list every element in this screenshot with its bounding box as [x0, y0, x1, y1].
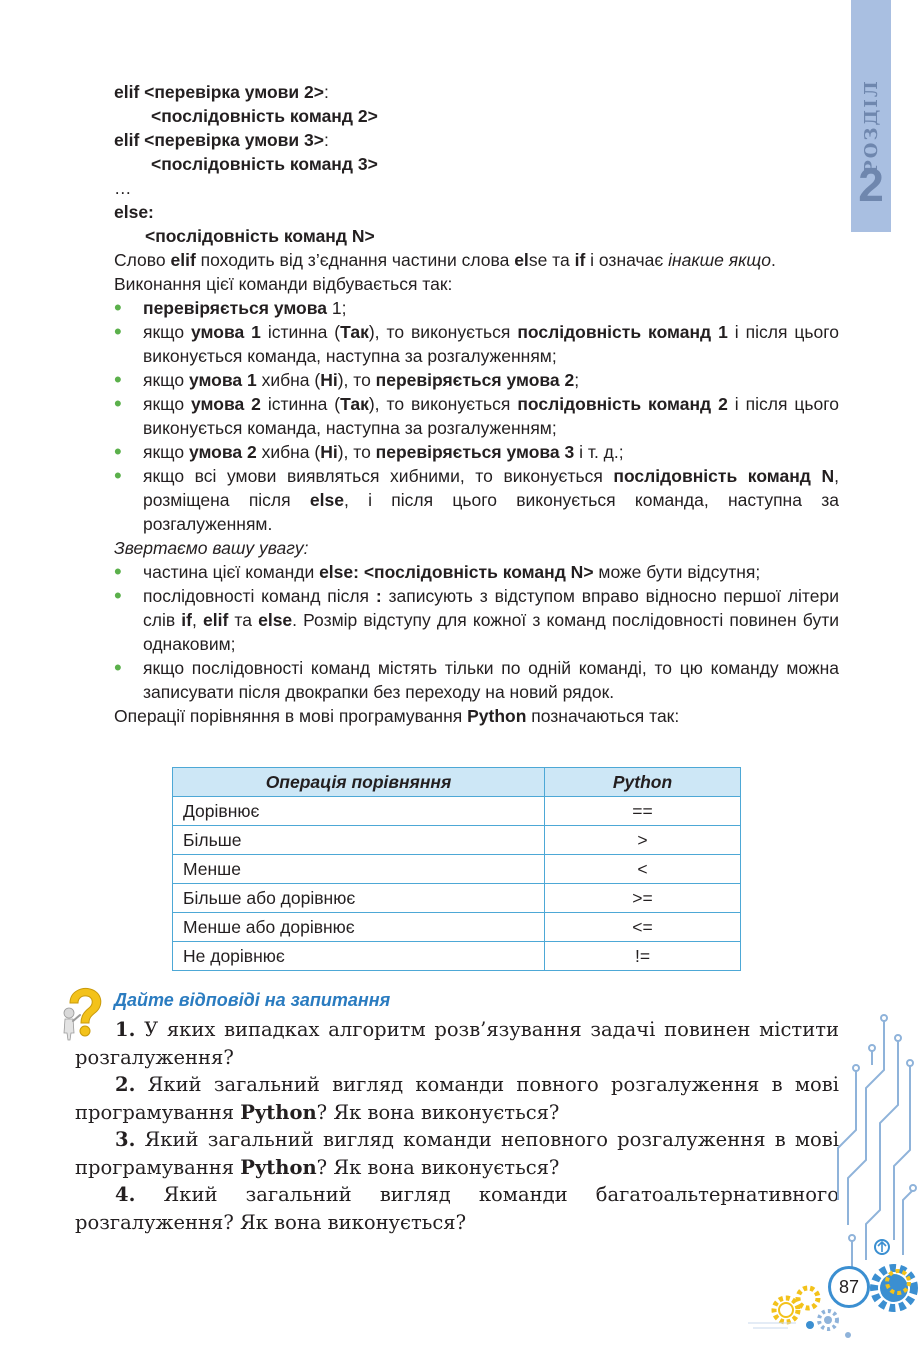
question-item: 1. У яких випадках алгоритм розв’язування задачі повинен містити розгалуження?	[75, 1018, 839, 1069]
code-line: …	[114, 178, 132, 198]
ops-intro: Операції порівняння в мові програмування Python позначаються так:	[114, 706, 680, 726]
column-header: Операція порівняння	[173, 768, 545, 797]
table-row	[173, 942, 741, 971]
gear-icon	[798, 1288, 818, 1308]
table-cell: Менше або дорівнює	[173, 913, 545, 942]
questions-block	[75, 1016, 839, 1236]
page-number: 87	[828, 1266, 870, 1308]
questions-title: Дайте відповіді на запитання	[114, 990, 391, 1010]
list-item: • послідовності команд після : записують з відступом вправо відносно першої літери слів if, elif та else. Розмір відступу для кожної з команд послідовності повинен бути однаковим;	[114, 584, 839, 656]
code-line: <послідовність команд 3>	[151, 154, 378, 174]
question-item: 4. Який загальний вигляд команди багатоальтернативного розгалуження? Як вона виконується?	[75, 1183, 839, 1234]
table-cell: Не дорівнює	[173, 942, 545, 971]
table-header-row	[173, 768, 741, 797]
table-row	[173, 884, 741, 913]
table-row	[173, 913, 741, 942]
list-item: • якщо умова 2 хибна (Ні), то перевіряється умова 3 і т. д.;	[114, 440, 839, 464]
main-text	[114, 80, 839, 728]
table-cell: >=	[545, 884, 741, 913]
gear-icon	[774, 1298, 798, 1322]
elif-origin-paragraph: Слово elif походить від з’єднання частини слова else та if і означає інакше якщо.	[114, 250, 776, 270]
attention-heading: Звертаємо вашу увагу:	[114, 538, 309, 558]
table-cell: >	[545, 826, 741, 855]
list-item: • якщо всі умови виявляться хибними, то виконується послідовність команд N, розміщена після else, і після цього виконується команда, наступна за розгалуженням.	[114, 464, 839, 536]
comparison-table	[172, 767, 741, 971]
section-tab	[851, 0, 891, 232]
table-row	[173, 797, 741, 826]
code-line: <послідовність команд N>	[145, 226, 375, 246]
code-line: elif <перевірка умови 3>:	[114, 130, 329, 150]
list-item: • перевіряється умова 1;	[114, 296, 839, 320]
table-cell: <=	[545, 913, 741, 942]
execution-steps-list	[114, 296, 839, 536]
list-item: • якщо послідовності команд містять тільки по одній команді, то цю команду можна записувати після двокрапки без переходу на новий рядок.	[114, 656, 839, 704]
gear-icon	[819, 1311, 837, 1329]
table-cell: <	[545, 855, 741, 884]
table-row	[173, 826, 741, 855]
table-cell: Дорівнює	[173, 797, 545, 826]
question-item: 2. Який загальний вигляд команди повного розгалуження в мові програмування Python? Як вона виконується?	[75, 1073, 839, 1124]
table-cell: Більше	[173, 826, 545, 855]
code-line: elif <перевірка умови 2>:	[114, 82, 329, 102]
exec-intro: Виконання цієї команди відбувається так:	[114, 274, 453, 294]
table-cell: Менше	[173, 855, 545, 884]
table-row	[173, 855, 741, 884]
table-cell: ==	[545, 797, 741, 826]
table-cell: Більше або дорівнює	[173, 884, 545, 913]
code-line: <послідовність команд 2>	[151, 106, 378, 126]
code-line: else:	[114, 202, 154, 222]
section-word: РОЗДІЛ	[860, 78, 882, 174]
circuit-gears-decoration	[748, 1010, 918, 1360]
list-item: • частина цієї команди else: <послідовність команд N> може бути відсутня;	[114, 560, 839, 584]
list-item: • якщо умова 1 істинна (Так), то виконується послідовність команд 1 і після цього виконується команда, наступна за розгалуженням;	[114, 320, 839, 368]
column-header: Python	[545, 768, 741, 797]
question-item: 3. Який загальний вигляд команди неповного розгалуження в мові програмування Python? Як вона виконується?	[75, 1128, 839, 1179]
table-cell: !=	[545, 942, 741, 971]
list-item: • якщо умова 1 хибна (Ні), то перевіряється умова 2;	[114, 368, 839, 392]
list-item: • якщо умова 2 істинна (Так), то виконується послідовність команд 2 і після цього виконується команда, наступна за розгалуженням;	[114, 392, 839, 440]
section-number: 2	[858, 159, 884, 211]
notes-list	[114, 560, 839, 704]
gear-icon	[874, 1268, 914, 1308]
